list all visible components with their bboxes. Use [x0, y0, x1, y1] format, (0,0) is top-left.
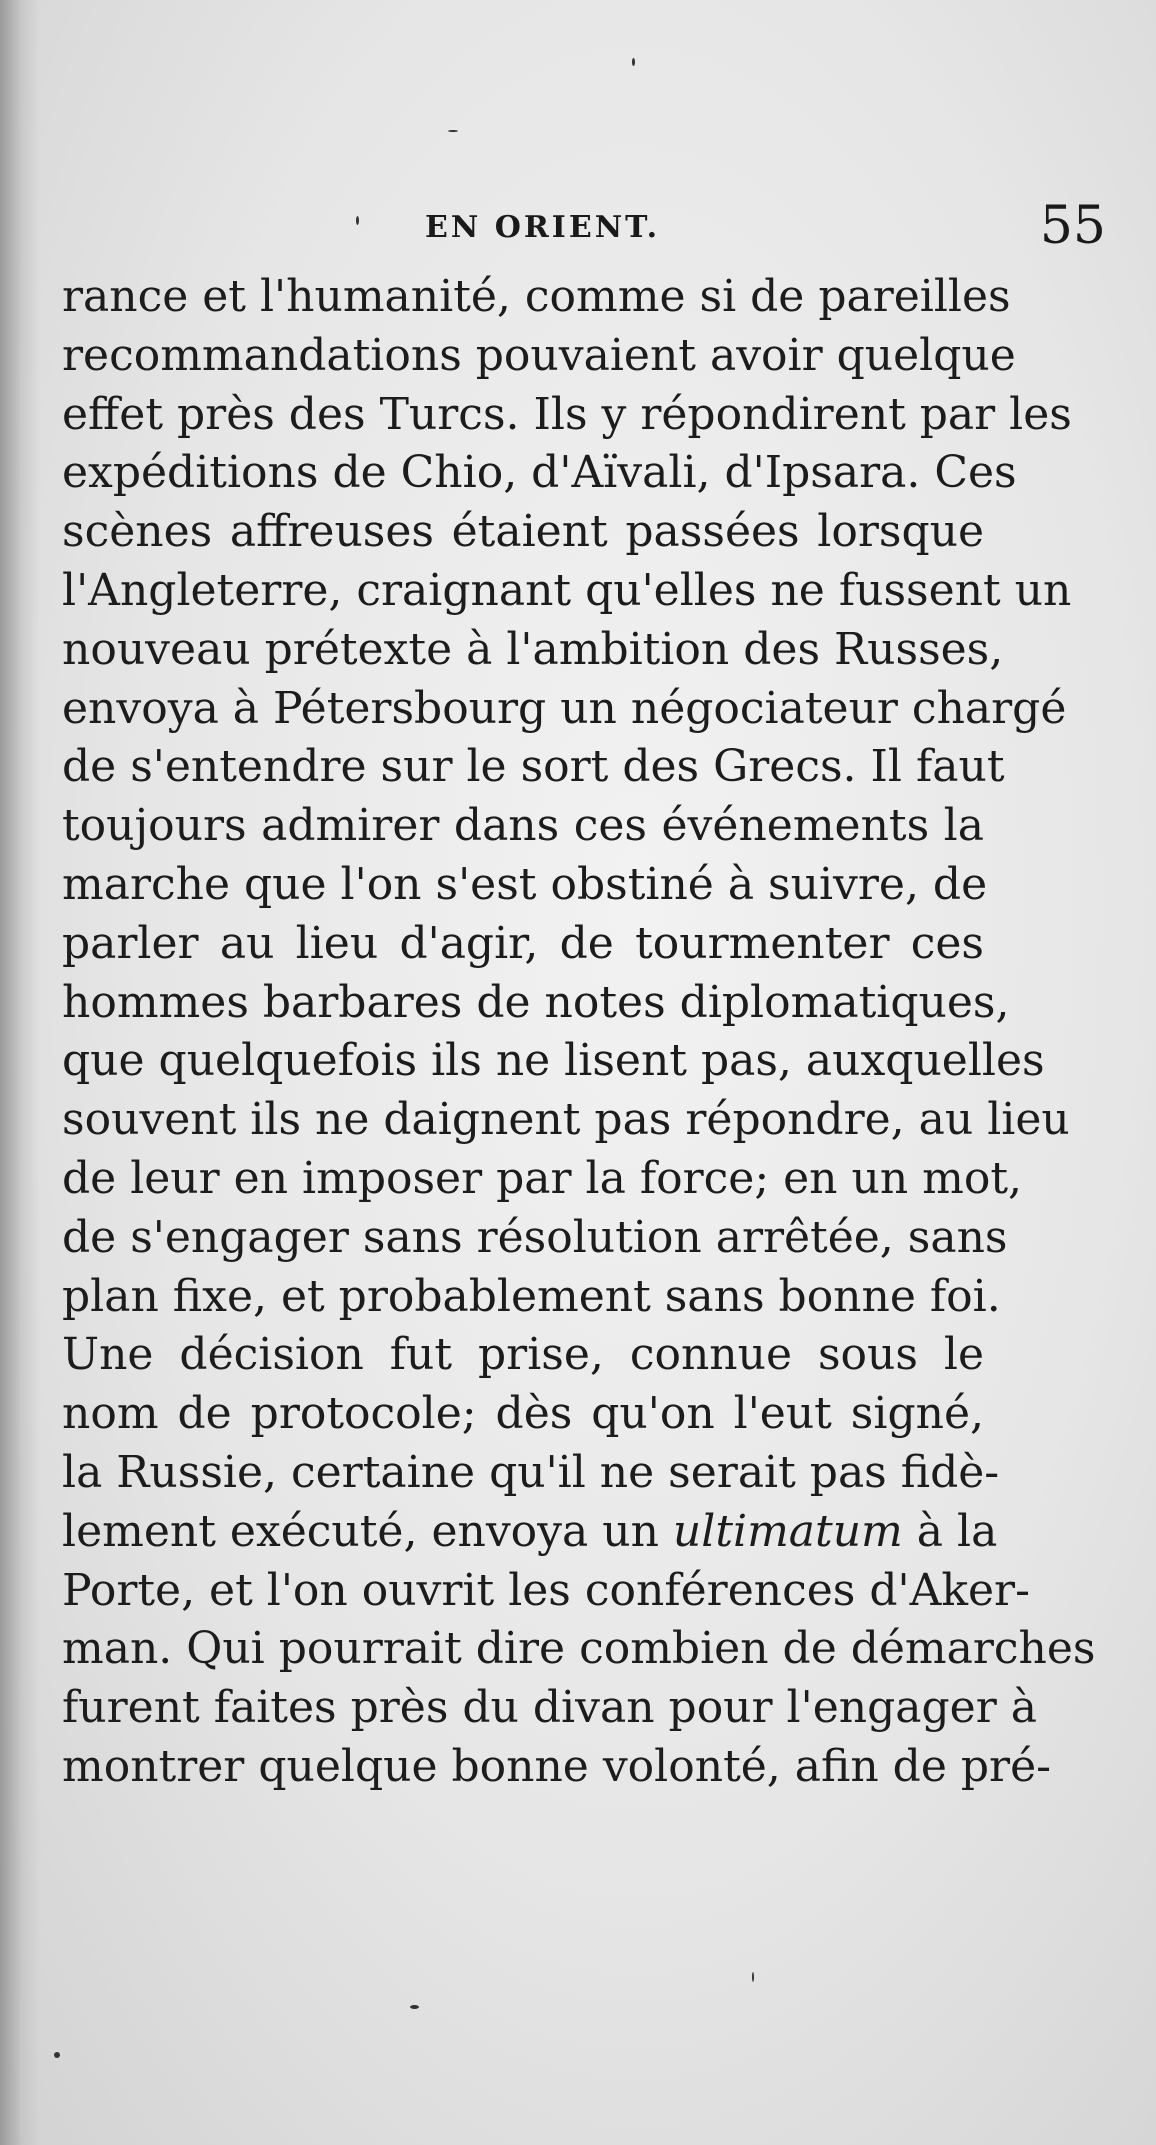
text-line: envoya à Pétersbourg un négociateur chargé	[62, 682, 1067, 734]
text-line: marche que l'on s'est obstiné à suivre, de	[62, 858, 988, 910]
paper-speck	[632, 58, 635, 66]
text-line: nom de protocole; dès qu'on l'eut signé,	[62, 1388, 984, 1440]
text-segment: lement exécuté, envoya un	[62, 1505, 659, 1557]
paper-speck	[54, 2052, 60, 2058]
paper-speck	[356, 216, 359, 225]
text-line: effet près des Turcs. Ils y répondirent par les	[62, 388, 1072, 440]
text-line: man. Qui pourrait dire combien de démarches	[62, 1623, 1096, 1675]
text-line: parler au lieu d'agir, de tourmenter ces	[62, 917, 984, 969]
text-line: Porte, et l'on ouvrit les conférences d'Aker-	[62, 1564, 1030, 1616]
italic-term: ultimatum	[672, 1505, 903, 1557]
paper-speck	[752, 1972, 754, 1982]
text-line: que quelquefois ils ne lisent pas, auxquelles	[62, 1035, 1045, 1087]
paper-speck	[410, 2005, 419, 2009]
text-line: expéditions de Chio, d'Aïvali, d'Ipsara. Ces	[62, 447, 1017, 499]
text-line: nouveau prétexte à l'ambition des Russes,	[62, 623, 1004, 675]
text-line: de leur en imposer par la force; en un mot,	[62, 1152, 1023, 1204]
text-line: scènes affreuses étaient passées lorsque	[62, 506, 984, 558]
text-line: de s'engager sans résolution arrêtée, sans	[62, 1211, 1008, 1263]
text-segment: à la	[916, 1505, 998, 1557]
page-header	[60, 196, 1106, 266]
text-line: de s'entendre sur le sort des Grecs. Il faut	[62, 741, 1005, 793]
text-line-with-italic	[62, 1503, 998, 1562]
text-line: la Russie, certaine qu'il ne serait pas fidè-	[62, 1446, 1000, 1498]
text-line: l'Angleterre, craignant qu'elles ne fussent un	[62, 564, 1072, 616]
page-number: 55	[1039, 196, 1106, 256]
text-line: hommes barbares de notes diplomatiques,	[62, 976, 1010, 1028]
text-line: furent faites près du divan pour l'engager à	[62, 1682, 1037, 1734]
text-line: montrer quelque bonne volonté, afin de pré-	[62, 1740, 1051, 1792]
text-line: Une décision fut prise, connue sous le	[62, 1329, 984, 1381]
text-line: plan fixe, et probablement sans bonne foi.	[62, 1270, 1001, 1322]
text-line: recommandations pouvaient avoir quelque	[62, 329, 1016, 381]
text-line: souvent ils ne daignent pas répondre, au lieu	[62, 1094, 1070, 1146]
body-text	[62, 268, 1096, 1797]
running-head: EN ORIENT.	[425, 210, 661, 245]
paper-speck	[448, 130, 458, 132]
text-line: rance et l'humanité, comme si de pareilles	[62, 271, 1011, 322]
text-line: toujours admirer dans ces événements la	[62, 800, 984, 852]
